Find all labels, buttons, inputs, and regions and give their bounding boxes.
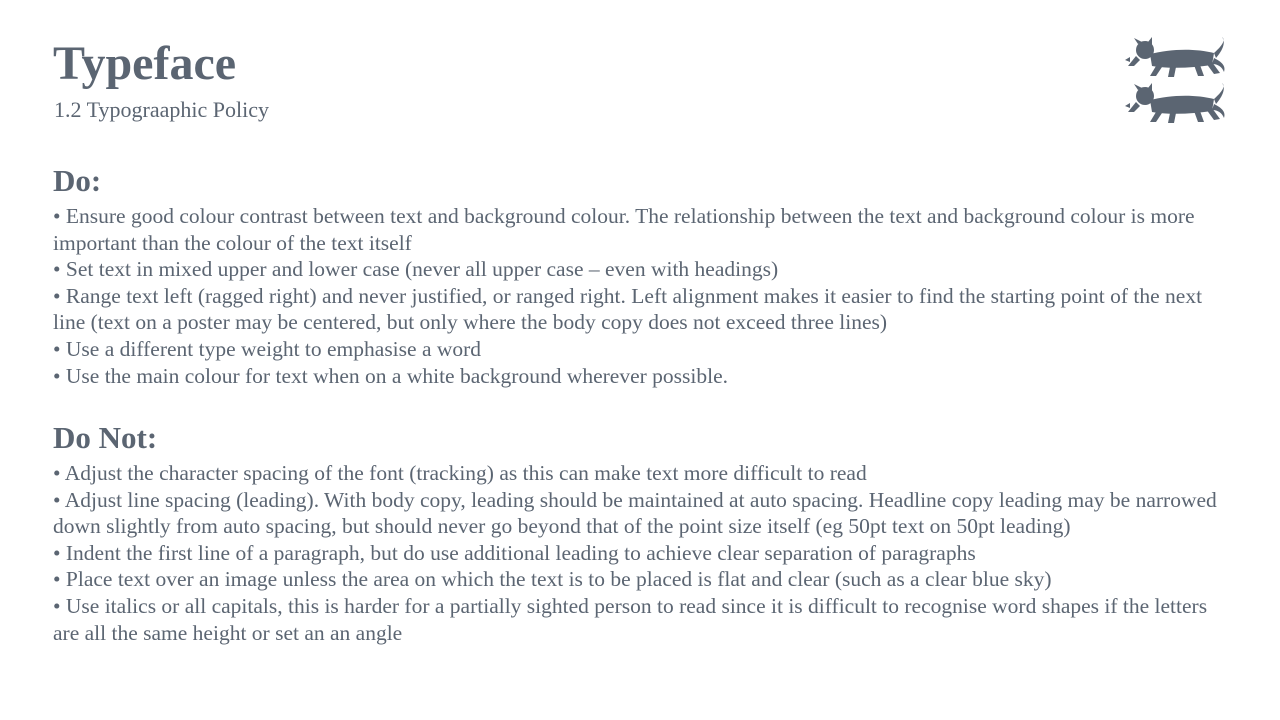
do-not-item-text-over-image: • Place text over an image unless the area on which the text is to be placed is flat and clear (such as a clear blue sky) [53, 567, 1052, 592]
do-heading: Do: [53, 163, 102, 198]
do-item-contrast: • Ensure good colour contrast between text and background colour. The relationship between the text and background colour is more important than the colour of the text itself [53, 204, 1195, 255]
do-list [53, 203, 1233, 389]
do-not-heading: Do Not: [53, 420, 158, 455]
do-item-type-weight: • Use a different type weight to emphasise a word [53, 336, 482, 361]
page-title: Typeface [53, 37, 237, 90]
do-item-range-left: • Range text left (ragged right) and never justified, or ranged right. Left alignment makes it easier to find the starting point of the next line (text on a poster may be centered, but only where the body copy does not exceed three lines) [53, 283, 1203, 335]
do-item-main-colour: • Use the main colour for text when on a white background wherever possible. [53, 363, 729, 388]
page-subtitle: 1.2 Typograaphic Policy [54, 97, 269, 122]
do-not-item-italics: • Use italics or all capitals, this is harder for a partially sighted person to read since it is difficult to recognise word shapes if the letters are all the same height or set an an angle [53, 593, 1208, 645]
do-item-mixed-case: • Set text in mixed upper and lower case (never all upper case – even with headings) [53, 257, 779, 282]
do-not-item-leading: • Adjust line spacing (leading). With body copy, leading should be maintained at auto spacing. Headline copy leading may be narrowed down slightly from auto spacing, but should never go beyond that of the point size itself (eg 50pt text on 50pt leading) [53, 487, 1217, 539]
do-not-section [53, 420, 1233, 646]
three-lions-crest-icon [1122, 36, 1228, 128]
do-not-list [53, 460, 1233, 646]
do-not-item-indent: • Indent the first line of a paragraph, but do use additional leading to achieve clear separation of paragraphs [53, 540, 976, 565]
do-section [53, 163, 1233, 389]
do-not-item-tracking: • Adjust the character spacing of the font (tracking) as this can make text more difficult to read [53, 461, 867, 485]
